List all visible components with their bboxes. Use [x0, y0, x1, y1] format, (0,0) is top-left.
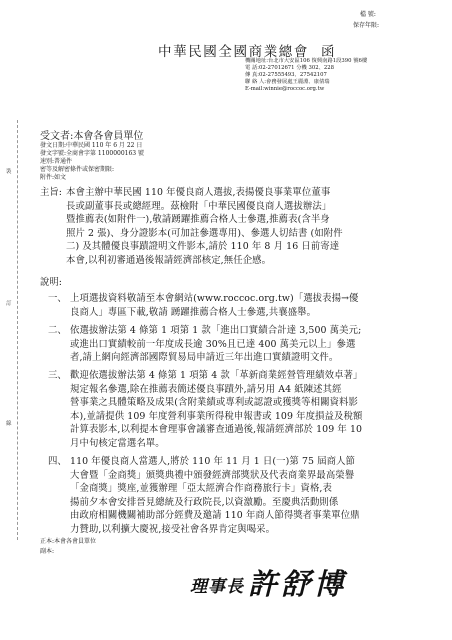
- explanation-item-1: [70, 292, 359, 319]
- item-line: 或進出口實績較前一年度成長逾 30%且已達 400 萬美元以上」參選: [70, 338, 356, 350]
- org-name: 中華民國全國商業總會: [158, 44, 309, 60]
- item-line: 規定報名參選,除在推薦表簡述優良事蹟外,請另用 A4 紙陳述其經: [70, 383, 342, 395]
- binding-note-3: 線: [6, 421, 12, 427]
- issue-date: 發文日期:中華民國 110 年 6 月 22 日: [40, 142, 143, 149]
- explanation-label: 說明:: [40, 277, 62, 288]
- contact-address: 機關地址:台北市大安區106 復興南路1段390 號6樓: [245, 58, 368, 64]
- file-number-label: 檔 號:: [360, 11, 376, 18]
- item-line: 者,請上網向經濟部國際貿易局申請近三年出進口實績證明文件。: [70, 352, 339, 364]
- item-line: 上項選拔資料敬請至本會網站(www.roccoc.org.tw)「選拔表揚→優: [70, 293, 359, 304]
- item-line: 110 年優良商人當選人,將於 110 年 11 月 1 日(一)第 75 屆商人節: [70, 456, 356, 467]
- explanation-item-3: [70, 369, 363, 451]
- cc-main-value: 本會各會員單位: [54, 538, 97, 545]
- contact-phone: 電 話:02-27012671 分機 302、228: [245, 65, 335, 71]
- contact-block: [245, 58, 367, 93]
- recipient: [40, 127, 143, 142]
- item-number: 四、: [48, 456, 67, 467]
- item-line: 依選拔辦法第 4 條第 1 項第 1 款「進出口實績合計達 3,500 萬美元;: [70, 325, 362, 336]
- item-number: 二、: [48, 325, 67, 336]
- doc-number: 發文字號:全商會字第 1100000163 號: [40, 150, 145, 157]
- binding-note-1: 裝: [6, 169, 12, 175]
- item-line: 本),並請提供 109 年度營利事業所得稅申報書或 109 年度損益及稅額: [70, 410, 363, 422]
- contact-email: E-mail:winnie@roccoc.org.tw: [245, 86, 325, 92]
- subject-line: 二) 及其體優良事蹟證明文件影本,請於 110 年 8 月 16 日前寄達: [66, 241, 340, 253]
- recipient-label: 受文者:: [40, 131, 74, 142]
- subject-label: 主旨:: [40, 187, 62, 198]
- binding-note-2: 訂: [6, 301, 12, 307]
- doc-type: 函: [321, 44, 335, 60]
- recipient-value: 本會各會員單位: [73, 131, 144, 142]
- subject-line: 長或副董事長或總經理。茲檢附「中華民國優良商人選拔辦法」: [66, 200, 332, 212]
- cc-main-label: 正本:: [40, 538, 55, 545]
- cc-copy-label: 副本:: [40, 548, 55, 555]
- contact-person: 聯 絡 人:會務發展處王麗淵、康倩瑞: [245, 79, 330, 85]
- subject-line: 本會,以利初審通過後報請經濟部核定,無任企感。: [66, 254, 272, 266]
- subject-body: [66, 186, 343, 268]
- item-line: 良商人」專區下載,敬請 踴躍推薦合格人士參選,共襄盛舉。: [70, 306, 317, 318]
- item-line: 大會暨「金商獎」頒獎典禮中頒發經濟部獎狀及代表商業界最高榮譽: [70, 469, 355, 481]
- item-line: 月中旬核定當選名單。: [70, 437, 165, 449]
- item-line: 計算表影本,以利提本會理事會議審查通過後,報請經濟部於 109 年 10: [70, 424, 363, 436]
- subject-line: 暨推薦表(如附件一),敬請踴躍推薦合格人士參選,推薦表(含半身: [66, 214, 330, 226]
- attachment: 附件:如文: [40, 174, 67, 181]
- item-number: 三、: [48, 370, 67, 381]
- item-line: 營事業之具體策略及成果(含附業績或專利或認證或獲獎等相關資料影: [70, 397, 359, 409]
- security-level: 密等及解密條件或保密期限:: [40, 166, 115, 173]
- cc-main: [40, 538, 96, 546]
- item-line: 揚前夕本會安排晉見總統及行政院長,以資激勵。至慶典活動則係: [70, 496, 339, 508]
- binding-line: [17, 120, 19, 540]
- item-number: 一、: [48, 293, 67, 304]
- item-line: 由政府相關機關補助部分經費及邀請 110 年商人節得獎者事業單位鼎: [70, 510, 360, 522]
- item-line: 「金商獎」獎座,並獲辦理「亞太經濟合作商務旅行卡」資格,表: [70, 483, 332, 495]
- explanation-item-2: [70, 324, 361, 365]
- cc-copy: [40, 548, 54, 556]
- doc-info: [40, 142, 144, 182]
- retention-label: 保存年限:: [353, 22, 380, 29]
- signature-title: 理事長: [190, 577, 244, 597]
- item-line: 力贊助,以利擴大慶祝,接受社會各界肯定與喝采。: [70, 523, 276, 535]
- explanation-item-4: [70, 455, 360, 537]
- subject-line: 本會主辦中華民國 110 年優良商人選拔,表揚優良事業單位董事: [66, 187, 331, 198]
- contact-fax: 傳 真:02-27555493、27542107: [245, 72, 327, 78]
- speed: 速別:普通件: [40, 158, 73, 165]
- signature-name: 許舒博: [248, 567, 348, 601]
- item-line: 歡迎依選拔辦法第 4 條第 1 項第 4 款「革新商業經營管理績效卓著」: [70, 370, 363, 381]
- subject-line: 照片 2 張)、身分證影本(可加註參選專用)、參選人切結書 (如附件: [66, 227, 343, 239]
